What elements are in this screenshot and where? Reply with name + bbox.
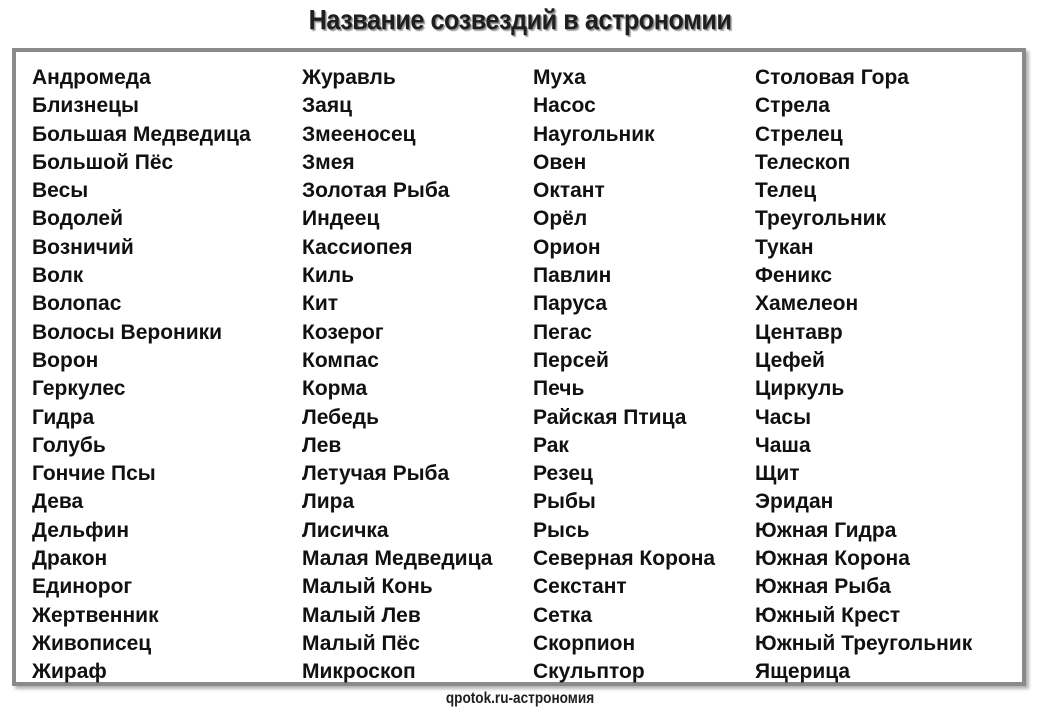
constellation-name: Цефей [755,348,825,372]
constellation-name: Лира [302,490,355,514]
constellation-name: Большая Медведица [32,122,251,146]
constellation-name: Корма [302,377,368,401]
constellation-name: Насос [533,94,596,118]
constellation-name: Чаша [755,433,811,457]
constellation-name: Секстант [533,575,627,599]
constellation-name: Рыбы [533,490,596,514]
constellation-name: Телец [755,179,817,203]
constellation-name: Орион [533,235,601,259]
constellation-name: Стрелец [755,122,843,146]
constellation-name: Малая Медведица [302,547,493,571]
constellation-name: Паруса [533,292,608,316]
constellation-name: Змея [302,150,355,174]
constellation-name: Весы [32,179,89,203]
constellation-name: Орёл [533,207,588,231]
constellation-name: Хамелеон [755,292,859,316]
constellation-name: Треугольник [755,207,887,231]
constellation-name: Близнецы [32,94,139,118]
constellation-name: Водолей [32,207,124,231]
constellation-name: Кит [302,292,339,316]
constellation-name: Персей [533,348,609,372]
constellation-name: Центавр [755,320,843,344]
constellation-list-panel [12,48,1026,686]
constellation-name: Единорог [32,575,133,599]
constellation-name: Дракон [32,547,108,571]
constellation-name: Павлин [533,264,612,288]
constellation-name: Журавль [302,66,396,89]
source-caption: qpotok.ru-астрономия [445,690,595,707]
constellation-name: Райская Птица [533,405,687,429]
constellation-name: Наугольник [533,122,655,146]
constellation-name: Рысь [533,518,590,542]
constellation-name: Щит [755,462,800,486]
constellation-name: Лебедь [302,405,380,429]
constellation-name: Андромеда [32,66,151,89]
constellation-name: Сетка [533,603,593,627]
constellation-name: Золотая Рыба [302,179,450,203]
constellation-name: Гончие Псы [32,462,156,486]
constellation-name: Северная Корона [533,547,716,571]
constellation-name: Малый Пёс [302,631,420,655]
constellation-name: Лев [302,433,342,457]
constellation-name: Пегас [533,320,592,344]
constellation-name: Феникс [755,264,833,288]
constellation-name: Резец [533,462,593,486]
column-4 [755,64,972,687]
constellation-name: Тукан [755,235,814,259]
constellation-name: Большой Пёс [32,150,174,174]
constellation-name: Волосы Вероники [32,320,223,344]
constellation-name: Возничий [32,235,134,259]
constellation-name: Стрела [755,94,830,118]
constellation-name: Печь [533,377,585,401]
column-2 [302,64,492,687]
constellation-name: Южная Гидра [755,518,897,542]
constellation-name: Южный Треугольник [755,631,973,655]
constellation-name: Живописец [32,631,152,655]
constellation-name: Дельфин [32,518,130,542]
constellation-name: Волопас [32,292,122,316]
constellation-name: Ворон [32,348,99,372]
constellation-name: Киль [302,264,354,288]
constellation-name: Циркуль [755,377,845,401]
constellation-name: Микроскоп [302,660,416,684]
constellation-name: Часы [755,405,812,429]
constellation-name: Дева [32,490,84,514]
constellation-name: Телескоп [755,150,851,174]
constellation-name: Овен [533,150,587,174]
constellation-name: Козерог [302,320,384,344]
constellation-name: Геркулес [32,377,126,401]
constellation-name: Рак [533,433,569,457]
constellation-name: Эридан [755,490,834,514]
constellation-name: Жираф [32,660,107,684]
constellation-name: Малый Конь [302,575,433,599]
constellation-name: Южная Рыба [755,575,891,599]
constellation-name: Лисичка [302,518,389,542]
constellation-name: Гидра [32,405,95,429]
constellation-name: Скорпион [533,631,636,655]
constellation-name: Столовая Гора [755,66,909,89]
constellation-name: Летучая Рыба [302,462,450,486]
constellation-name: Жертвенник [32,603,159,627]
constellation-name: Южная Корона [755,547,910,571]
constellation-name: Скульптор [533,660,645,684]
constellation-name: Южный Крест [755,603,901,627]
constellation-name: Заяц [302,94,352,118]
constellation-name: Волк [32,264,84,288]
constellation-name: Кассиопея [302,235,413,259]
constellation-name: Малый Лев [302,603,421,627]
constellation-name: Голубь [32,433,106,457]
constellation-name: Ящерица [755,660,851,684]
constellation-name: Индеец [302,207,380,231]
constellation-name: Муха [533,66,586,89]
column-1 [32,64,251,687]
column-3 [533,64,715,687]
constellation-name: Компас [302,348,379,372]
constellation-name: Змееносец [302,122,416,146]
page-title: Название созвездий в астрономии [308,4,732,35]
constellation-name: Октант [533,179,605,203]
